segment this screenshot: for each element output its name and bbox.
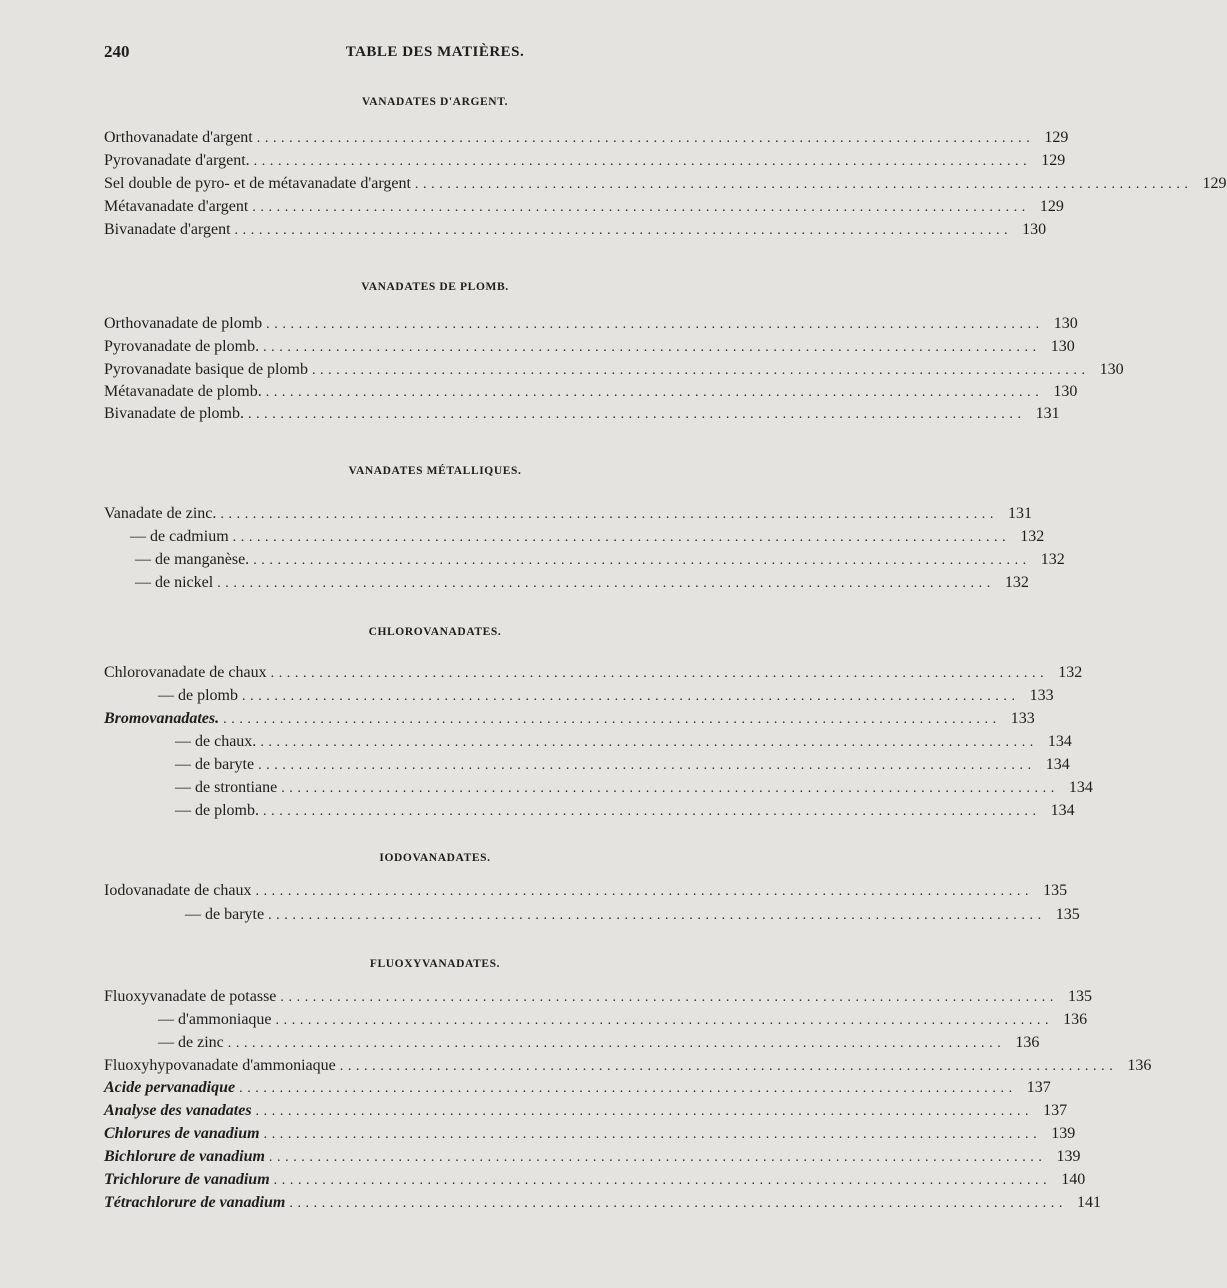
toc-entry: Chlorovanadate de chaux ................................................................................................ 132 <box>104 664 1083 681</box>
toc-entry: Fluoxyhypovanadate d'ammoniaque ................................................................................................ 136 <box>104 1057 1152 1074</box>
toc-entry: Bivanadate d'argent ................................................................................................ 130 <box>104 221 1047 238</box>
toc-entry: — de plomb. ................................................................................................ 134 <box>175 802 1075 819</box>
toc-entry: Orthovanadate de plomb ................................................................................................ 130 <box>104 315 1078 332</box>
toc-entry: — de baryte ................................................................................................ 135 <box>185 906 1080 923</box>
toc-entry: Acide pervanadique ................................................................................................ 137 <box>104 1079 1051 1096</box>
section-heading: VANADATES DE PLOMB. <box>361 281 509 293</box>
section-heading: IODOVANADATES. <box>379 852 491 864</box>
toc-entry: Chlorures de vanadium ................................................................................................ 139 <box>104 1125 1076 1142</box>
toc-entry: Analyse des vanadates ................................................................................................ 137 <box>104 1102 1068 1119</box>
toc-entry: Pyrovanadate d'argent. ................................................................................................ 129 <box>104 152 1066 169</box>
toc-entry: Métavanadate de plomb. ................................................................................................ 130 <box>104 383 1078 400</box>
toc-entry: Pyrovanadate de plomb. ................................................................................................ 130 <box>104 338 1075 355</box>
toc-entry: — de plomb ................................................................................................ 133 <box>158 687 1054 704</box>
section-heading: FLUOXYVANADATES. <box>369 958 501 970</box>
section-heading: VANADATES D'ARGENT. <box>361 96 509 108</box>
section-heading: CHLOROVANADATES. <box>368 626 502 638</box>
toc-entry: Tétrachlorure de vanadium ................................................................................................ 141 <box>104 1194 1101 1211</box>
toc-entry: Fluoxyvanadate de potasse ................................................................................................ 135 <box>104 988 1093 1005</box>
toc-entry: — d'ammoniaque ................................................................................................ 136 <box>158 1011 1088 1028</box>
toc-entry: — de nickel ................................................................................................ 132 <box>135 574 1029 591</box>
toc-entry: Bichlorure de vanadium ................................................................................................ 139 <box>104 1148 1081 1165</box>
page-number: 240 <box>104 42 130 61</box>
toc-entry: Orthovanadate d'argent ................................................................................................ 129 <box>104 129 1069 146</box>
section-heading: VANADATES MÉTALLIQUES. <box>348 465 522 477</box>
toc-entry: — de zinc ................................................................................................ 136 <box>158 1034 1040 1051</box>
toc-entry: — de baryte ................................................................................................ 134 <box>175 756 1070 773</box>
running-title: TABLE DES MATIÈRES. <box>345 44 525 60</box>
toc-entry: Trichlorure de vanadium ................................................................................................ 140 <box>104 1171 1086 1188</box>
toc-entry: — de cadmium ................................................................................................ 132 <box>130 528 1045 545</box>
toc-entry: Bivanadate de plomb. ................................................................................................ 131 <box>104 405 1060 422</box>
toc-entry: Vanadate de zinc. ................................................................................................ 131 <box>104 505 1032 522</box>
toc-entry: — de strontiane ................................................................................................ 134 <box>175 779 1093 796</box>
toc-entry: — de manganèse. ................................................................................................ 132 <box>135 551 1065 568</box>
toc-entry: — de chaux. ................................................................................................ 134 <box>175 733 1072 750</box>
running-head <box>104 42 766 66</box>
toc-entry: Iodovanadate de chaux ................................................................................................ 135 <box>104 882 1068 899</box>
toc-entry: Métavanadate d'argent ................................................................................................ 129 <box>104 198 1064 215</box>
toc-entry: Sel double de pyro- et de métavanadate d'argent ................................................................................................ 129 <box>104 175 1227 192</box>
toc-entry: Pyrovanadate basique de plomb ................................................................................................ 130 <box>104 361 1124 378</box>
toc-entry: Bromovanadates. ................................................................................................ 133 <box>104 710 1035 727</box>
